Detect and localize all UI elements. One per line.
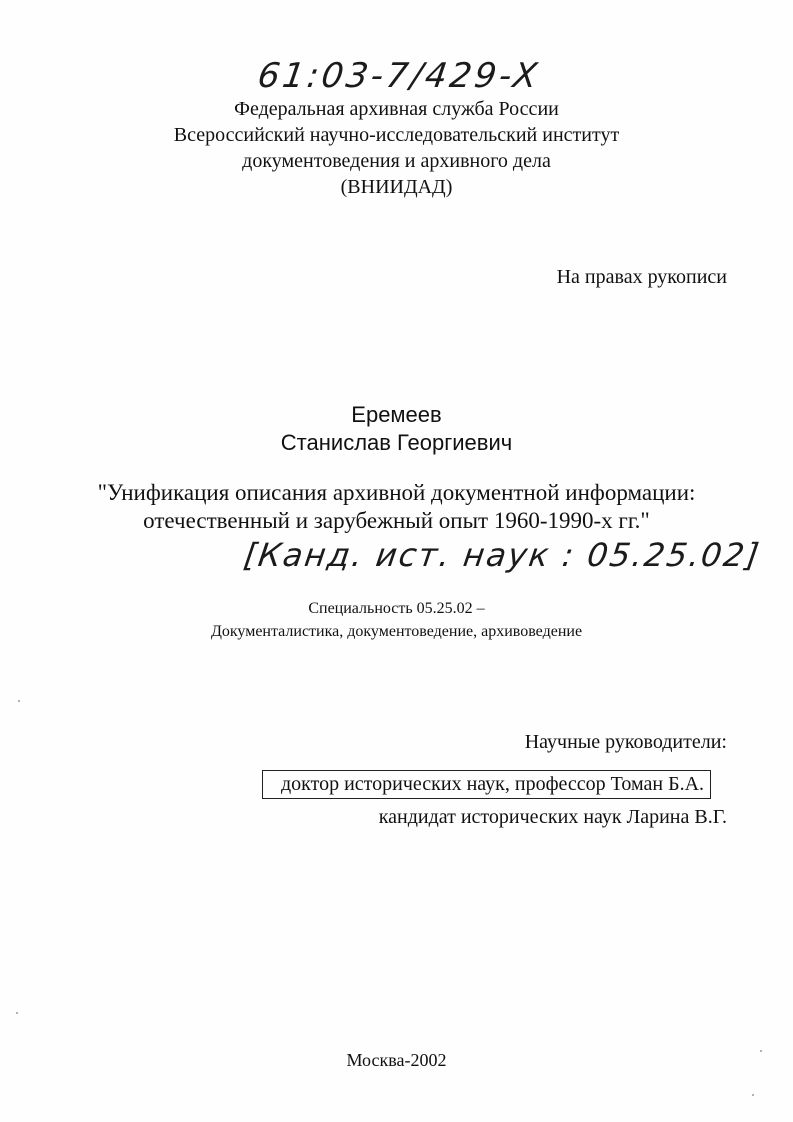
specialty-name: Документалистика, документоведение, архивоведение <box>210 623 583 640</box>
header-agency: Федеральная архивная служба России <box>234 98 559 120</box>
rights-note: На правах рукописи <box>556 266 727 288</box>
author-surname: Еремеев <box>351 402 442 427</box>
city-year: Москва-2002 <box>346 1050 447 1070</box>
header-institute: Всероссийский научно-исследовательский институт <box>173 124 620 146</box>
scan-speck <box>752 1094 754 1096</box>
handwritten-shelfmark: 61:03-7/429-X <box>255 56 543 96</box>
supervisor-second: кандидат исторических наук Ларина В.Г. <box>378 806 727 828</box>
dissertation-title-line2: отечественный и зарубежный опыт 1960-1990-х гг." <box>143 508 650 533</box>
author-given-names: Станислав Георгиевич <box>280 430 513 455</box>
scan-speck <box>760 1050 762 1052</box>
scan-speck <box>18 700 20 702</box>
dissertation-title-line1: "Унификация описания архивной документной информации: <box>97 480 696 505</box>
supervisor-first: доктор исторических наук, профессор Томан Б.А. <box>281 773 705 795</box>
supervisors-heading: Научные руководители: <box>524 731 727 753</box>
specialty-code: Специальность 05.25.02 – <box>308 600 485 617</box>
scan-speck <box>16 1012 18 1014</box>
header-institute-field: документоведения и архивного дела <box>242 150 551 172</box>
header-abbreviation: (ВНИИДАД) <box>340 176 453 198</box>
supervisor-first-boxed <box>262 770 711 799</box>
handwritten-degree-annotation: [Канд. ист. наук : 05.25.02] <box>241 536 764 574</box>
